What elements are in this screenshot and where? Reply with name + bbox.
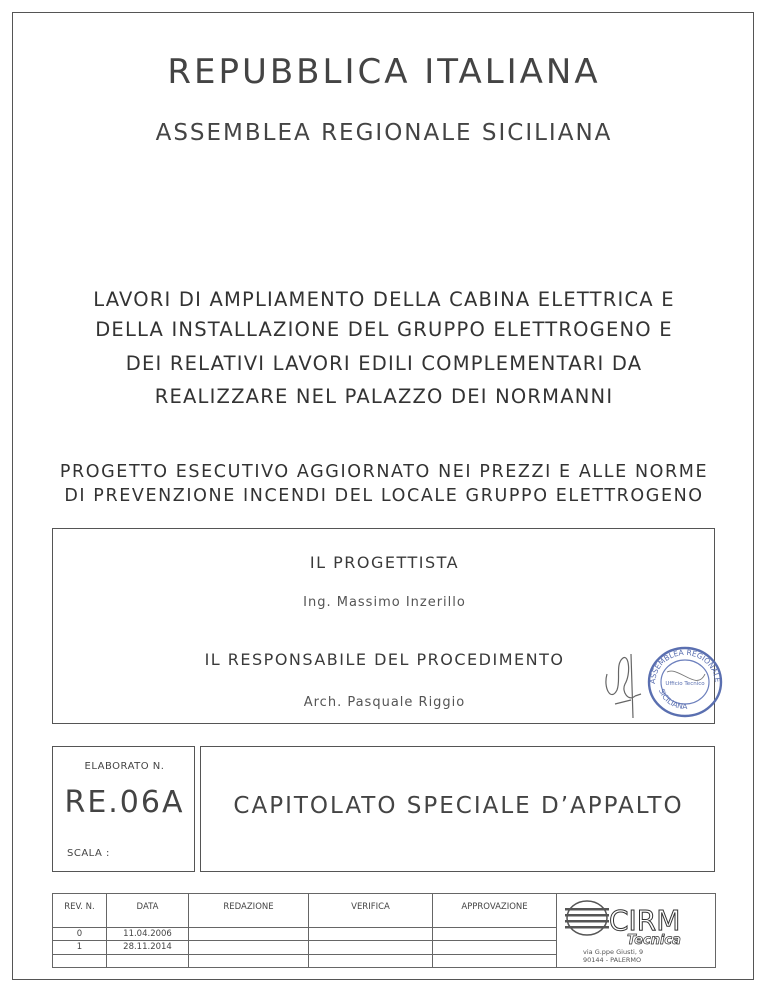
- company-name: CIRM: [609, 904, 681, 937]
- header-rev: REV. N.: [53, 894, 107, 928]
- manager-name: Arch. Pasquale Riggio: [303, 695, 466, 710]
- company-logo-cell: [557, 894, 716, 968]
- project-line-2: DI PREVENZIONE INCENDI DEL LOCALE GRUPPO ELETTROGENO: [64, 486, 704, 506]
- designer-role: IL PROGETTISTA: [309, 553, 460, 572]
- stamp-text-top: ASSEMBLEA REGIONALE: [647, 647, 723, 685]
- elaborato-box: [52, 746, 195, 872]
- svg-text:ASSEMBLEA REGIONALE: [648, 648, 722, 684]
- stamp-text-bottom: SICILIANA: [657, 687, 688, 712]
- rev-date: 11.04.2006: [107, 927, 189, 940]
- header-redazione: REDAZIONE: [189, 894, 309, 928]
- handwritten-signature-icon: [601, 644, 729, 720]
- works-line-3: DEI RELATIVI LAVORI EDILI COMPLEMENTARI DA: [125, 352, 643, 375]
- document-title-box: [200, 746, 715, 872]
- company-address-1: via G.ppe Giusti, 9: [583, 948, 644, 956]
- stamp-text-center: Ufficio Tecnico: [665, 681, 705, 687]
- cirm-logo-icon: [561, 894, 711, 964]
- elaborato-label: ELABORATO N.: [84, 761, 165, 772]
- header-title: REPUBBLICA ITALIANA: [167, 52, 601, 92]
- company-sub: Tecnica: [627, 933, 681, 948]
- header-date: DATA: [107, 894, 189, 928]
- document-title: CAPITOLATO SPECIALE D’APPALTO: [233, 793, 684, 819]
- rev-number: 0: [53, 927, 107, 940]
- rev-date: 28.11.2014: [107, 941, 189, 954]
- works-line-2: DELLA INSTALLAZIONE DEL GRUPPO ELETTROGENO E: [95, 318, 673, 341]
- header-approvazione: APPROVAZIONE: [433, 894, 557, 928]
- works-line-1: LAVORI DI AMPLIAMENTO DELLA CABINA ELETTRICA E: [93, 288, 675, 311]
- company-address-2: 90144 - PALERMO: [583, 956, 642, 964]
- rev-number: 1: [53, 941, 107, 954]
- header-verifica: VERIFICA: [309, 894, 433, 928]
- project-line-1: PROGETTO ESECUTIVO AGGIORNATO NEI PREZZI E ALLE NORME: [59, 462, 709, 482]
- signature-and-stamp: [601, 644, 729, 720]
- revision-table: [52, 893, 716, 968]
- designer-name: Ing. Massimo Inzerillo: [303, 595, 466, 610]
- elaborato-code: RE.06A: [64, 785, 185, 820]
- works-line-4: REALIZZARE NEL PALAZZO DEI NORMANNI: [154, 385, 614, 408]
- header-subtitle: ASSEMBLEA REGIONALE SICILIANA: [155, 120, 613, 146]
- manager-role: IL RESPONSABILE DEL PROCEDIMENTO: [204, 650, 565, 669]
- scale-label: SCALA :: [67, 848, 110, 859]
